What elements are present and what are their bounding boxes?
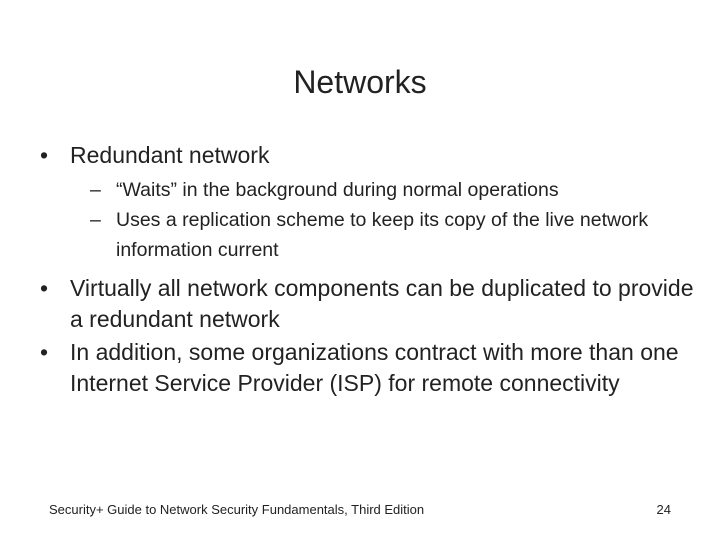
sub-bullet-list [90, 175, 700, 265]
page-number: 24 [656, 502, 671, 517]
slide-title [0, 60, 720, 104]
sub-bullet-text: Uses a replication scheme to keep its copy of the live network information current [116, 209, 649, 261]
sub-bullet-marker: – [90, 209, 101, 231]
slide-title-text: Networks [293, 64, 427, 100]
bullet-item [40, 140, 700, 171]
bullet-item [40, 337, 700, 399]
sub-bullet-marker: – [90, 179, 101, 201]
bullet-marker: • [40, 142, 49, 168]
bullet-text: Redundant network [70, 142, 270, 168]
bullet-text: Virtually all network components can be duplicated to provide a redundant network [70, 275, 694, 332]
bullet-item [40, 273, 700, 335]
slide-content [40, 140, 700, 399]
sub-bullet-item [90, 205, 700, 265]
footer-source: Security+ Guide to Network Security Fundamentals, Third Edition [49, 502, 425, 517]
bullet-marker: • [40, 275, 49, 301]
bullet-text: In addition, some organizations contract with more than one Internet Service Provider (ISP) for remote connectivity [70, 339, 679, 396]
bullet-marker: • [40, 339, 49, 365]
sub-bullet-text: “Waits” in the background during normal operations [116, 179, 559, 201]
sub-bullet-item [90, 175, 700, 205]
